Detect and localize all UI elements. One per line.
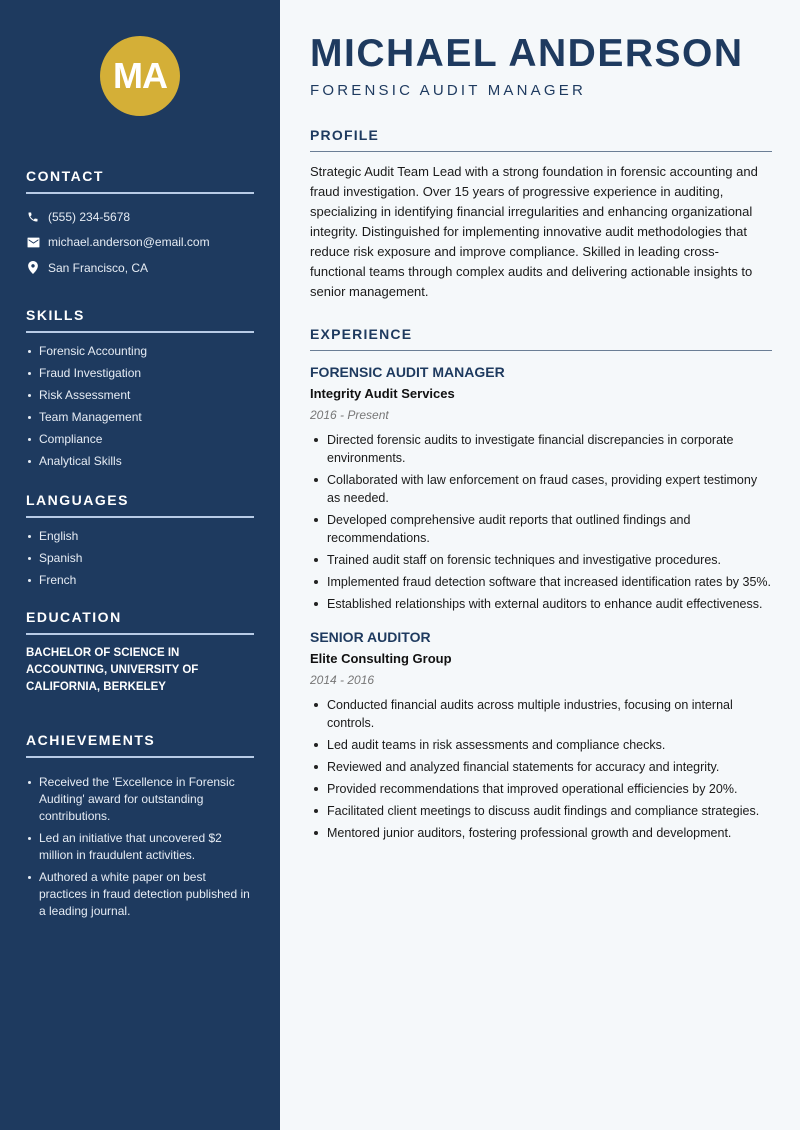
- language-item: English: [26, 528, 254, 545]
- language-item: Spanish: [26, 550, 254, 567]
- skill-item: Compliance: [26, 431, 254, 448]
- profile-heading: PROFILE: [310, 127, 772, 152]
- candidate-name: MICHAEL ANDERSON: [310, 32, 744, 75]
- contact-location: [26, 255, 254, 281]
- location-pin-icon: [26, 261, 40, 275]
- job-company: Elite Consulting Group: [310, 651, 452, 666]
- job-bullet: Developed comprehensive audit reports that outlined findings and recommendations.: [310, 511, 772, 547]
- job-bullet: Reviewed and analyzed financial statements for accuracy and integrity.: [310, 758, 772, 776]
- experience-section: [310, 326, 772, 842]
- skills-heading: SKILLS: [26, 307, 254, 333]
- location-text: San Francisco, CA: [48, 260, 149, 275]
- phone-text[interactable]: (555) 234-5678: [48, 209, 131, 224]
- languages-heading: LANGUAGES: [26, 492, 254, 518]
- contact-phone: [26, 204, 254, 230]
- job-bullet: Directed forensic audits to investigate financial discrepancies in corporate environments.: [310, 431, 772, 467]
- achievement-item: Led an initiative that uncovered $2 million in fraudulent activities.: [26, 830, 254, 864]
- job-dates: 2016 - Present: [310, 408, 389, 422]
- contact-heading: CONTACT: [26, 168, 254, 194]
- education-section: [26, 609, 254, 696]
- sidebar: [0, 0, 280, 1130]
- profile-text: Strategic Audit Team Lead with a strong foundation in forensic accounting and fraud investigation. Over 15 years of progressive experience in auditing, specializing in identifying financial irregularities and enhancing organizational integrity. Distinguished for implementing innovative audit methodologies that reduce risk exposure and improve compliance. Skilled in leading cross-functional teams through complex audits and delivering actionable insights to senior management.: [310, 164, 758, 299]
- avatar-initials: MA: [113, 55, 167, 96]
- language-item: French: [26, 572, 254, 589]
- job-bullet: Implemented fraud detection software that increased identification rates by 35%.: [310, 573, 772, 591]
- avatar: [100, 36, 180, 116]
- skills-section: [26, 307, 254, 470]
- job-role: SENIOR AUDITOR: [310, 629, 431, 645]
- job-bullet: Conducted financial audits across multiple industries, focusing on internal controls.: [310, 696, 772, 732]
- job-entry: [310, 627, 772, 842]
- achievements-list: [26, 774, 254, 920]
- contact-section: [26, 168, 254, 281]
- languages-section: [26, 492, 254, 589]
- profile-section: [310, 127, 772, 302]
- job-bullet: Mentored junior auditors, fostering professional growth and development.: [310, 824, 772, 842]
- achievement-item: Received the 'Excellence in Forensic Auditing' award for outstanding contributions.: [26, 774, 254, 825]
- education-degree: BACHELOR OF SCIENCE IN ACCOUNTING, UNIVERSITY OF CALIFORNIA, BERKELEY: [26, 646, 199, 693]
- skill-item: Fraud Investigation: [26, 365, 254, 382]
- achievements-heading: ACHIEVEMENTS: [26, 732, 254, 758]
- job-role: FORENSIC AUDIT MANAGER: [310, 364, 505, 380]
- job-entry: [310, 362, 772, 613]
- languages-list: [26, 528, 254, 589]
- job-bullets: [310, 431, 772, 613]
- email-icon: [26, 235, 40, 249]
- main-content: [310, 0, 772, 846]
- job-dates: 2014 - 2016: [310, 673, 375, 687]
- skill-item: Risk Assessment: [26, 387, 254, 404]
- phone-icon: [26, 210, 40, 224]
- job-bullet: Led audit teams in risk assessments and compliance checks.: [310, 736, 772, 754]
- job-company: Integrity Audit Services: [310, 386, 455, 401]
- skill-item: Team Management: [26, 409, 254, 426]
- skill-item: Analytical Skills: [26, 453, 254, 470]
- skill-item: Forensic Accounting: [26, 343, 254, 360]
- job-bullet: Collaborated with law enforcement on fraud cases, providing expert testimony as needed.: [310, 471, 772, 507]
- job-bullet: Facilitated client meetings to discuss audit findings and compliance strategies.: [310, 802, 772, 820]
- contact-email: [26, 230, 254, 256]
- achievement-item: Authored a white paper on best practices in fraud detection published in a leading journal.: [26, 869, 254, 920]
- job-bullet: Provided recommendations that improved operational efficiencies by 20%.: [310, 780, 772, 798]
- experience-heading: EXPERIENCE: [310, 326, 772, 351]
- email-text[interactable]: michael.anderson@email.com: [48, 235, 210, 250]
- skills-list: [26, 343, 254, 470]
- candidate-title: FORENSIC AUDIT MANAGER: [310, 82, 586, 99]
- job-bullet: Trained audit staff on forensic techniques and investigative procedures.: [310, 551, 772, 569]
- education-heading: EDUCATION: [26, 609, 254, 635]
- achievements-section: [26, 732, 254, 920]
- job-bullet: Established relationships with external auditors to enhance audit effectiveness.: [310, 595, 772, 613]
- job-bullets: [310, 696, 772, 842]
